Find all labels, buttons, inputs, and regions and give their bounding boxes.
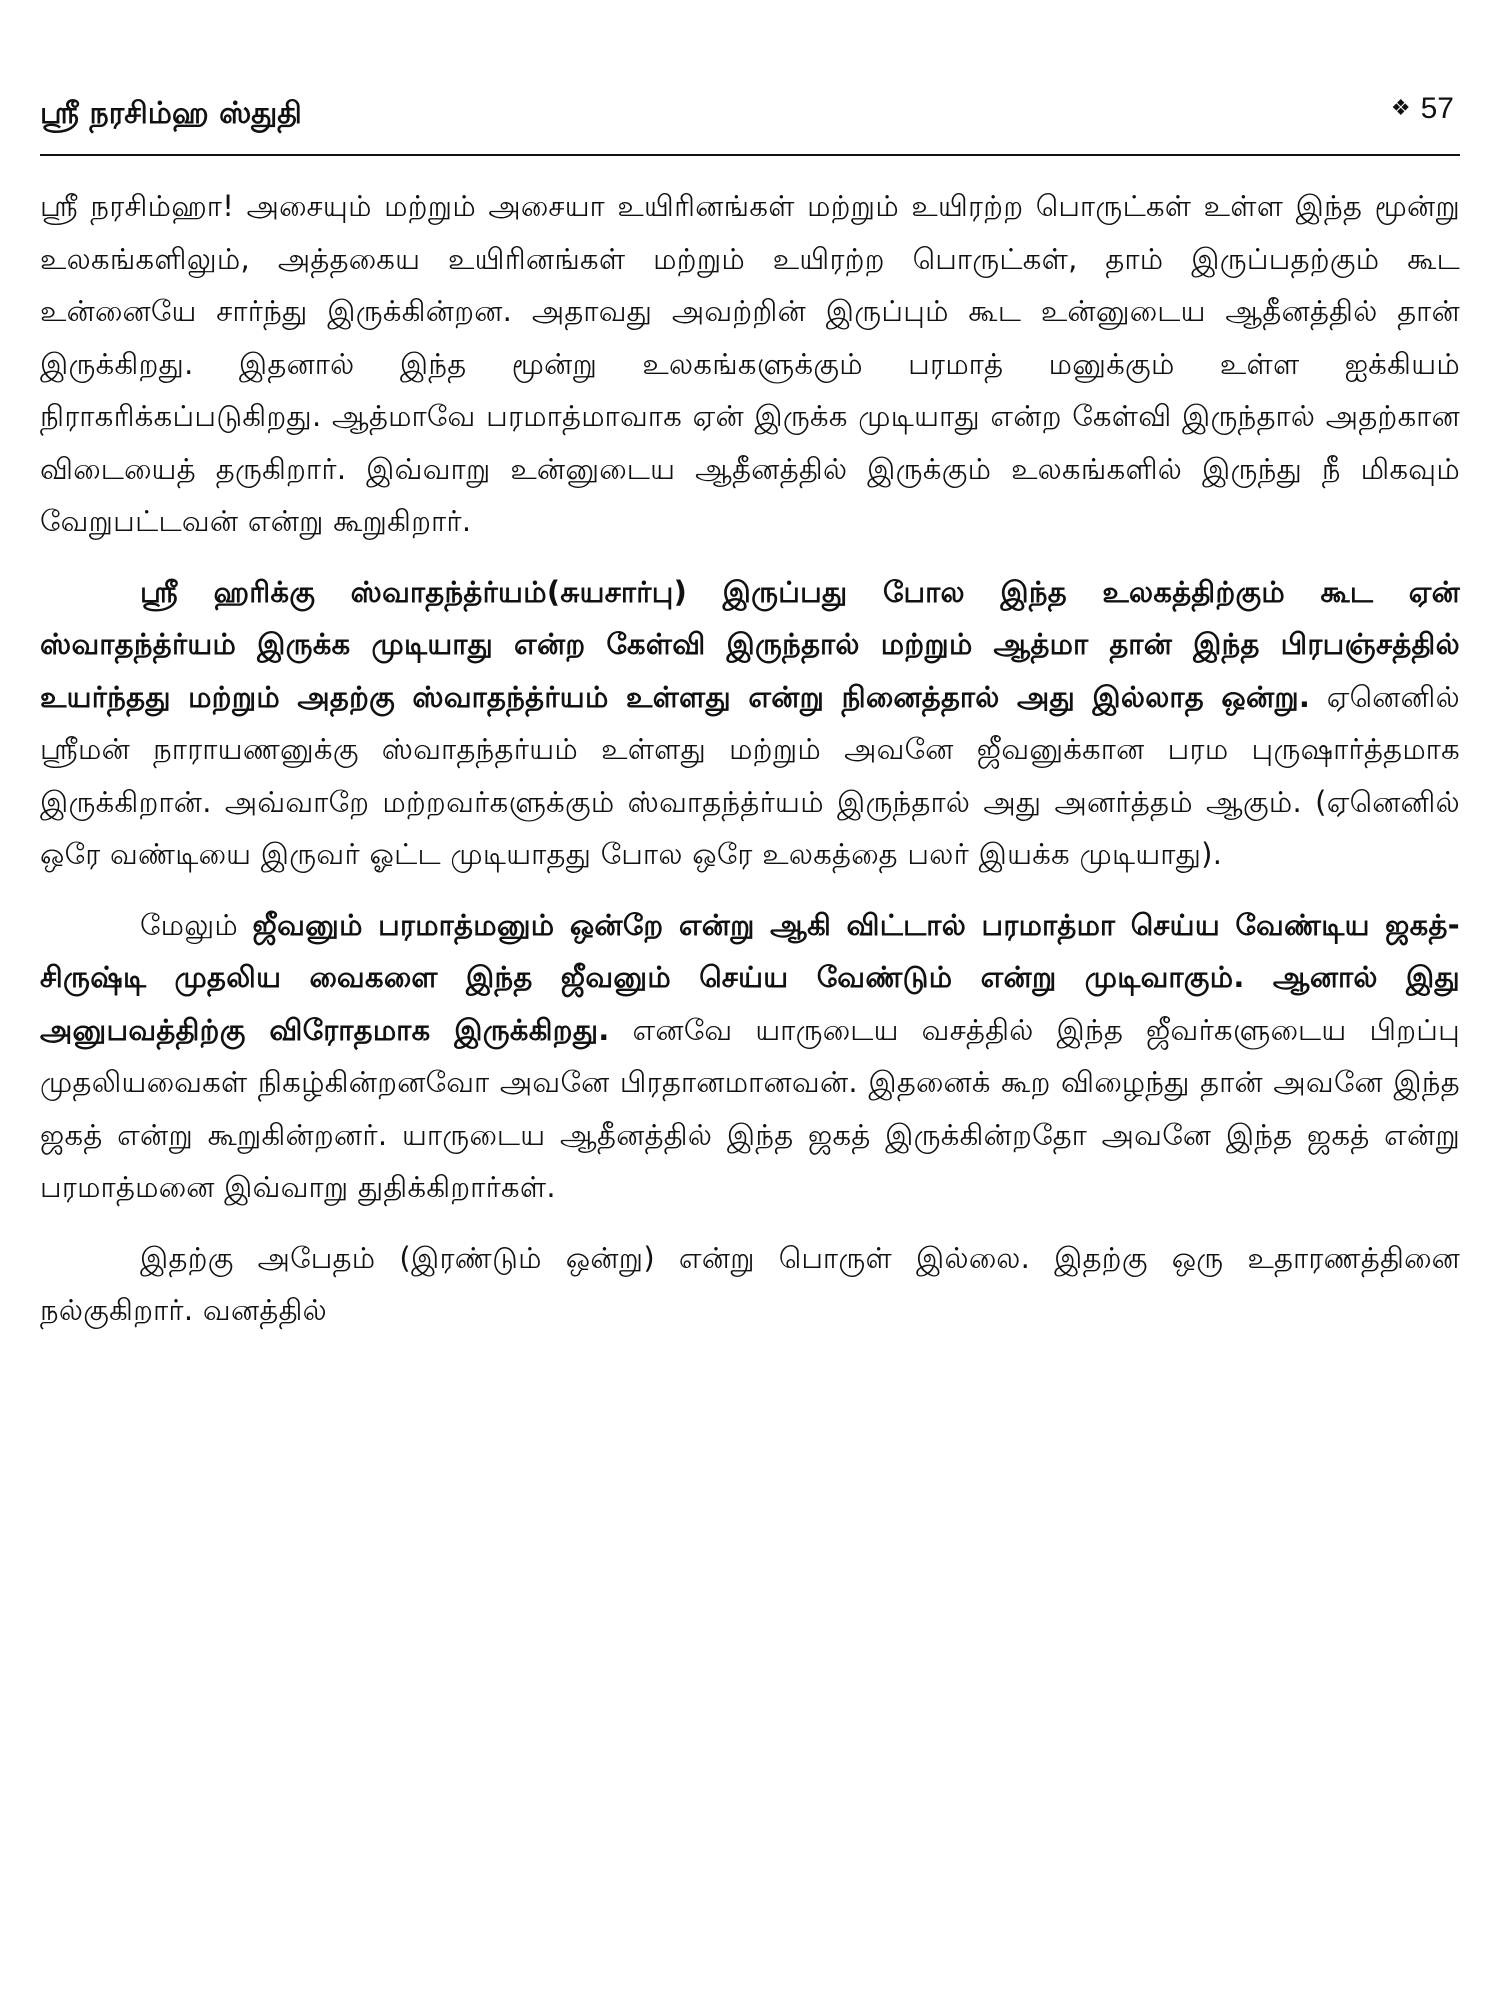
running-title: ஸ்ரீ நரசிம்ஹ ஸ்துதி <box>40 96 302 131</box>
diamond-ornament-icon: ❖ <box>1390 95 1411 120</box>
paragraph-2-bold-text: ஸ்ரீ ஹரிக்கு ஸ்வாதந்த்ர்யம்(சுயசார்பு) இருப்பது போல இந்த உலகத்திற்கும் கூட ஏன் ஸ்வாதந்த்ர்யம் இருக்க முடியாது என்ற கேள்வி இருந்தால் மற்றும் ஆத்மா தான் இந்த பிரபஞ்சத்தில் உயர்ந்தது மற்றும் அதற்கு ஸ்வாதந்த்ர்யம் உள்ளது என்று நினைத்தால் அது இல்லாத ஒன்று. <box>40 574 1460 714</box>
paragraph-1-text: ஸ்ரீ நரசிம்ஹா! அசையும் மற்றும் அசையா உயிரினங்கள் மற்றும் உயிரற்ற பொருட்கள் உள்ள இந்த மூன்று உலகங்களிலும், அத்தகைய உயிரினங்கள் மற்றும் உயிரற்ற பொருட்கள், தாம் இருப்பதற்கும் கூட உன்னையே சார்ந்து இருக்கின்றன. அதாவது அவற்றின் இருப்பும் கூட உன்னுடைய ஆதீனத்தில் தான் இருக்கிறது. இதனால் இந்த மூன்று உலகங்களுக்கும் பரமாத் மனுக்கும் உள்ள ஐக்கியம் நிராகரிக்கப்படுகிறது. ஆத்மாவே பரமாத்மாவாக ஏன் இருக்க முடியாது என்ற கேள்வி இருந்தால் அதற்கான விடையைத் தருகிறார். இவ்வாறு உன்னுடைய ஆதீனத்தில் இருக்கும் உலகங்களில் இருந்து நீ மிகவும் வேறுபட்டவன் என்று கூறுகிறார். <box>40 189 1460 538</box>
paragraph-1 <box>40 180 1460 548</box>
paragraph-3-bold-text: ஜீவனும் பரமாத்மனும் ஒன்றே என்று ஆகி விட்டால் பரமாத்மா செய்ய வேண்டிய ஜகத்-சிருஷ்டி முதலிய வைகளை இந்த ஜீவனும் செய்ய வேண்டும் என்று முடிவாகும். ஆனால் இது அனுபவத்திற்கு விரோதமாக இருக்கிறது. <box>40 907 1460 1047</box>
page-number: 57 <box>1420 92 1454 125</box>
paragraph-2 <box>40 566 1460 881</box>
paragraph-3 <box>40 899 1460 1214</box>
page-number-group <box>1391 92 1454 126</box>
paragraph-3-text: எனவே யாருடைய வசத்தில் இந்த ஜீவர்களுடைய பிறப்பு முதலியவைகள் நிகழ்கின்றனவோ அவனே பிரதானமானவன். இதனைக் கூற விழைந்து தான் அவனே இந்த ஜகத் என்று கூறுகின்றனர். யாருடைய ஆதீனத்தில் இந்த ஜகத் இருக்கின்றதோ அவனே இந்த ஜகத் என்று பரமாத்மனை இவ்வாறு துதிக்கிறார்கள். <box>40 1012 1460 1204</box>
running-header <box>40 90 1460 156</box>
paragraph-2-text: ஏனெனில் ஸ்ரீமன் நாராயணனுக்கு ஸ்வாதந்தர்யம் உள்ளது மற்றும் அவனே ஜீவனுக்கான பரம புருஷார்த்தமாக இருக்கிறான். அவ்வாறே மற்றவர்களுக்கும் ஸ்வாதந்த்ர்யம் இருந்தால் அது அனர்த்தம் ஆகும். (ஏனெனில் ஒரே வண்டியை இருவர் ஓட்ட முடியாதது போல ஒரே உலகத்தை பலர் இயக்க முடியாது). <box>40 679 1460 871</box>
paragraph-4 <box>40 1232 1460 1337</box>
paragraph-3-lead: மேலும் <box>140 907 239 942</box>
paragraph-4-text: இதற்கு அபேதம் (இரண்டும் ஒன்று) என்று பொருள் இல்லை. இதற்கு ஒரு உதாரணத்தினை நல்குகிறார். வனத்தில் <box>40 1240 1460 1327</box>
